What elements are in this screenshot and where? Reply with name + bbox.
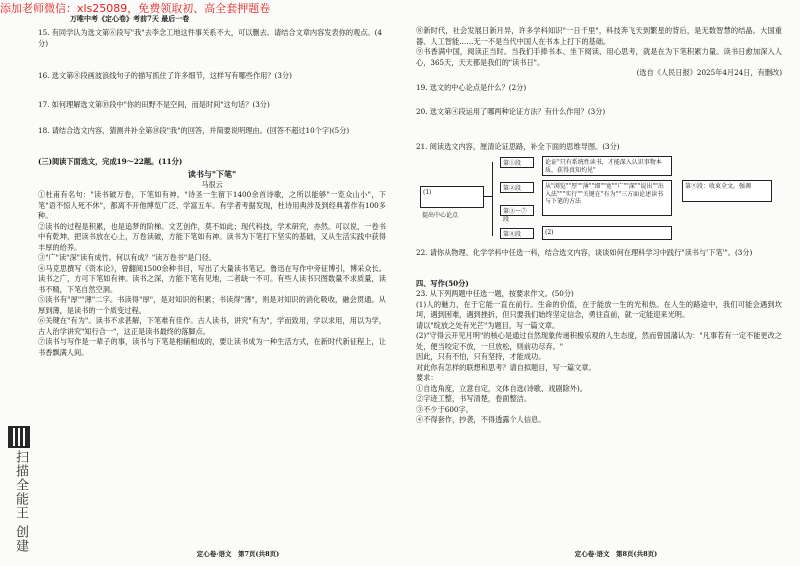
writing-prompt-1: (1)人的魅力，在于它能一直在前行。生命的价值，在于能放一生的光和热。在人生的路途中，我们可能会遇到坎坷，遇到困难，遇到挫折，但只要我们始终坚定信念，勇往直前，就一定能迎来光明。 (416, 299, 782, 319)
promo-banner: 添加老师微信：xls25089，免费领取初、高全套押题卷 (0, 2, 271, 15)
question-21: 21. 阅读选文内容，厘清论证思路，补全下面的思维导图。(3分) (416, 141, 620, 151)
writing-prompt-2: (2)"守得云开见月明"的核心是通过自然现象传递积极乐观的人生态度，然而曾国藩认为："凡事若有一定不能更改之处，便当咬定不放，一旦放松，则前功尽弃。" (416, 331, 782, 351)
requirement-item: ①自选角度，立意自定，文体自选(诗歌、戏剧除外)。 (416, 383, 587, 393)
writing-prompt-1-task: 请以"绽放之处有光芒"为题目，写一篇文章。 (416, 320, 560, 330)
mind-map-node: 第③～⑦段 (500, 205, 534, 216)
writing-prompt-2-cont: 因此，只有不怕，只有坚持，才能成功。 (416, 352, 546, 361)
article-author: 马很云 (201, 179, 223, 189)
mind-map-node: 第①段 (500, 157, 534, 168)
question-23: 23. 从下列两题中任选一题，按要求作文。(50分) (416, 289, 574, 298)
article-paragraph: ⑥关键在"有为"。读书不求甚解，下笔难有佳作。古人读书，讲究"有为"，学而致用，学以求用，用以为学，古人治学讲究"知行合一"，这正是读书最终的落脚点。 (38, 316, 386, 336)
writing-heading: 四、写作(50分) (416, 278, 469, 288)
page-right (400, 0, 800, 566)
writing-prompt-2-task: 对此你有怎样的联想和思考？请自拟题目，写一篇文章。 (416, 362, 596, 372)
article-paragraph: ⑤读书有"厚""薄"二字。书读得"厚"，是对知识的积累；书读得"薄"，则是对知识的消化吸收，融会贯通。从厚到薄，是读书的一个质变过程。 (38, 295, 386, 315)
mind-map-text: (2) (542, 226, 672, 240)
article-paragraph: ⑧新时代，社会发展日新月异，许多学科知识"一日千里"，科技奔飞天到繁星的背后，是无数智慧的结晶。大国重器、人工智能……无一不是当代中国人在书本上打下的基础。 (416, 26, 782, 46)
scanner-watermark: 扫描全能王 创建 (13, 450, 28, 554)
article-paragraph: ②读书的过程是积累，也是追梦的阶梯。文艺创作，莫不如此；现代科技，学术研究，亦然。可以说，一卷书中有乾坤，把读书放在心上，万卷读破，方能下笔如有神。读书为下笔打下坚实的基础，又从生活实践中获得丰厚的给养。 (38, 221, 386, 252)
article-paragraph: ⑦读书与写作是一辈子的事，读书与下笔是相辅相成的，要让读书成为一种生活方式，在新时代新征程上，让书香飘满人间。 (38, 337, 386, 357)
article-title: 读书与"下笔" (187, 169, 237, 179)
question-17: 17. 如何理解选文第⑩段中"你的田野不是空间，而是时间"这句话？(3分) (38, 99, 270, 109)
article-source: (选自《人民日报》2025年4月24日，有删改) (636, 68, 782, 77)
exam-header: 万唯中考《定心卷》考前7天 最后一卷 (70, 14, 190, 23)
article-paragraph: ①杜甫有名句："读书破万卷，下笔如有神。"诗圣一生留下1400余首诗歌，之所以能够"一览众山小"，下笔"语不惊人死不休"，都离不开他博览广泛、学富五车。有学者考据发现，杜诗用典涉及到经典著作有100多种。 (38, 190, 386, 220)
article-paragraph: ④马克思撰写《资本论》，曾翻阅1500余种书目，写出了大量读书笔记。鲁迅在写作中旁征博引，博采众长。读书之广，方可下笔如有神。读书之深，方能下笔有见地，二者缺一不可。有些人读书只图数量不求质量，读书不精，下笔自然空洞。 (38, 263, 386, 294)
mind-map-center-label: 提出中心论点 (422, 212, 459, 219)
requirements-heading: 要求： (416, 373, 438, 382)
requirement-item: ④不得套作，抄袭，不得透露个人信息。 (416, 415, 546, 424)
requirement-item: ②字迹工整，书写清楚，卷面整洁。 (416, 394, 532, 403)
page-footer-left: 定心卷·语文 第7页(共8页) (196, 550, 280, 558)
mind-map-node: 第⑨段：收束全文，强调 (682, 180, 772, 202)
question-15: 15. 有同学认为选文第⑥段写"我"去李念工地这件事关系不大，可以删去。请结合文章内容发表你的观点。(4分) (38, 28, 382, 48)
mind-map-center: (1) (420, 186, 484, 208)
mind-map-text: 从"浏览""厚""薄""细""宽""广""深""说出""出入法"""实行""关键在"有为""三方面论述读书与下笔的方法 (542, 180, 672, 216)
mind-map-diagram (416, 156, 782, 242)
mind-map-node: 第⑧段 (500, 228, 534, 239)
requirement-item: ③不少于600字。 (416, 404, 473, 414)
article-paragraph: ⑨书香满中国，阅读正当时。当我们手捧书本、坐下阅读、用心思考，就是在为下笔积累力量。读书日愈加深入人心，365天，天天都是我们的"读书日"。 (416, 47, 782, 67)
page-footer-right: 定心卷·语文 第8页(共8页) (574, 550, 658, 558)
question-22: 22. 请你从物理、化学学科中任选一科，结合选文内容，谈谈如何在理科学习中践行"读书与'下笔'"。(3分) (416, 248, 753, 257)
section-three-heading: (三)阅读下面选文，完成19～22题。(11分) (38, 156, 183, 166)
question-20: 20. 选文第④段运用了哪两种论证方法？有什么作用？(3分) (416, 107, 606, 116)
mind-map-node: 第②段 (500, 182, 534, 193)
question-18: 18. 请结合选文内容，猜测并补全第⑩段"我"的回答，并简要说明理由。(回答不超过10个字)(5分) (38, 126, 350, 135)
question-16: 16. 选文第⑧段画波浪线句子的描写抓住了许多细节，这样写有哪些作用？(3分) (38, 71, 292, 80)
mind-map-text: 论证"只有系统性读书，才能深入认识事物本质，获得真知灼见" (542, 156, 672, 176)
article-paragraph: ③"广"读"深"读有成竹。何以有成？"读万卷书"是门径。 (38, 253, 216, 262)
question-19: 19. 选文的中心论点是什么？(2分) (416, 82, 527, 92)
